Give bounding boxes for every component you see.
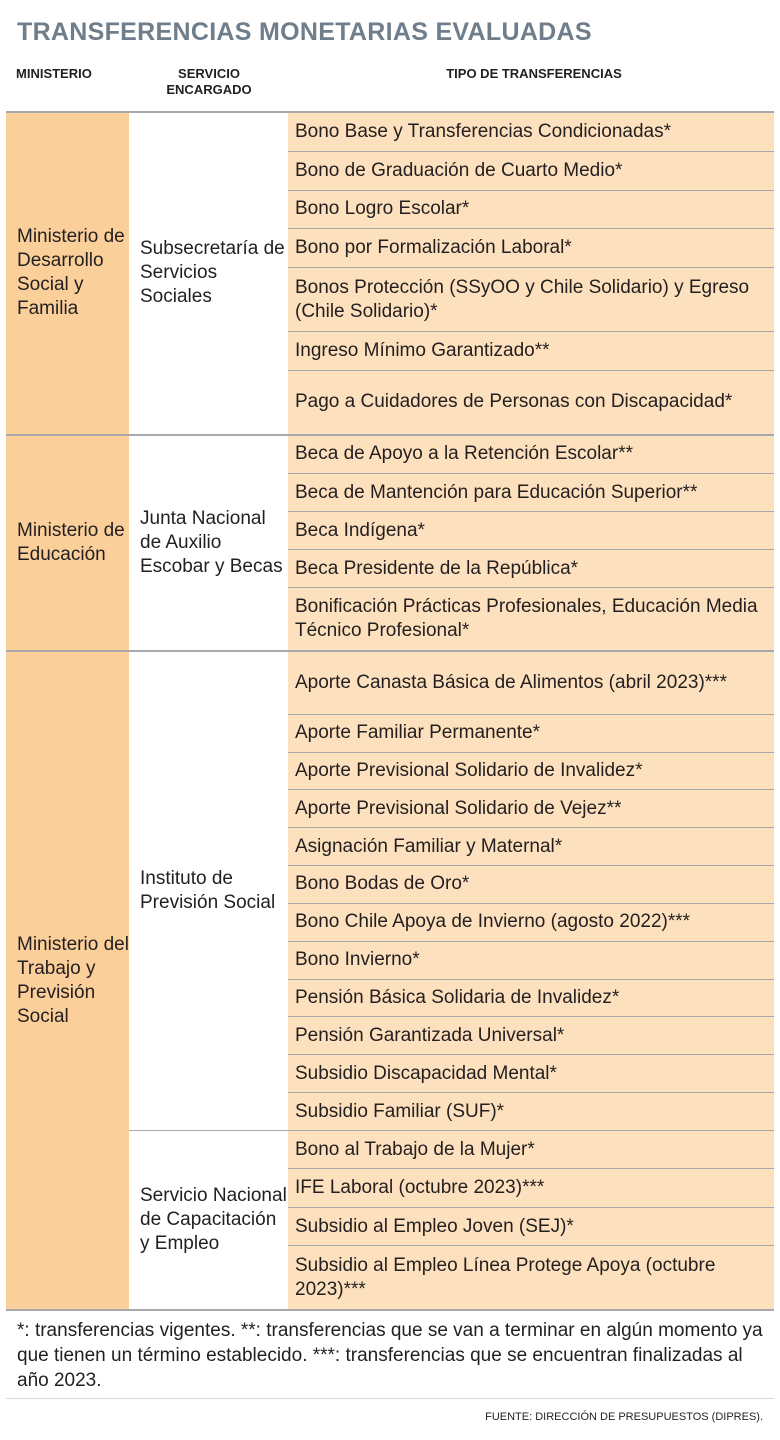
type-list <box>288 113 774 434</box>
type-row: Bono al Trabajo de la Mujer* <box>295 1138 535 1160</box>
type-row: Aporte Previsional Solidario de Vejez** <box>288 789 774 827</box>
service-list <box>129 436 774 650</box>
service-group <box>129 436 774 650</box>
ministry-cell: Ministerio del Trabajo y Previsión Social <box>6 652 129 1309</box>
transfers-table <box>6 111 774 1311</box>
page-title: TRANSFERENCIAS MONETARIAS EVALUADAS <box>17 18 592 46</box>
service-cell: Subsecretaría de Servicios Sociales <box>129 113 288 434</box>
service-cell: Junta Nacional de Auxilio Escobar y Becas <box>129 436 288 650</box>
type-row: Bonos Protección (SSyOO y Chile Solidario) y Egreso (Chile Solidario)* <box>288 267 774 331</box>
header-servicio-line1: SERVICIO <box>178 66 240 81</box>
service-list <box>129 652 774 1309</box>
type-row: Bonificación Prácticas Profesionales, Educación Media Técnico Profesional* <box>288 587 774 650</box>
header-tipo: TIPO DE TRANSFERENCIAS <box>446 66 622 81</box>
ministry-cell: Ministerio de Educación <box>6 436 129 650</box>
type-row: Subsidio al Empleo Joven (SEJ)* <box>288 1207 774 1246</box>
type-list <box>288 1131 774 1309</box>
type-row: Bono Chile Apoya de Invierno (agosto 2022)*** <box>288 903 774 941</box>
type-row: Bono Base y Transferencias Condicionadas* <box>295 120 672 142</box>
type-row: Subsidio Discapacidad Mental* <box>288 1054 774 1092</box>
ministry-group <box>6 650 774 1309</box>
type-row: Bono de Graduación de Cuarto Medio* <box>288 151 774 190</box>
type-row: Pensión Básica Solidaria de Invalidez* <box>288 979 774 1017</box>
divider <box>6 1398 774 1399</box>
source-credit: FUENTE: DIRECCIÓN DE PRESUPUESTOS (DIPRES). <box>485 1411 763 1423</box>
service-cell: Instituto de Previsión Social <box>129 652 288 1130</box>
type-list <box>288 436 774 650</box>
header-servicio <box>130 66 288 98</box>
type-row: Bono Logro Escolar* <box>288 190 774 229</box>
ministry-group <box>6 434 774 650</box>
header-servicio-line2: ENCARGADO <box>166 82 252 97</box>
ministry-cell: Ministerio de Desarrollo Social y Familia <box>6 113 129 434</box>
type-row: Aporte Canasta Básica de Alimentos (abril 2023)*** <box>295 671 727 693</box>
type-row: Pensión Garantizada Universal* <box>288 1016 774 1054</box>
service-group <box>129 652 774 1130</box>
type-row: IFE Laboral (octubre 2023)*** <box>288 1168 774 1207</box>
type-row: Pago a Cuidadores de Personas con Discapacidad* <box>288 370 774 434</box>
type-row: Aporte Previsional Solidario de Invalidez* <box>288 752 774 790</box>
ministry-group <box>6 113 774 434</box>
type-row: Beca de Mantención para Educación Superior** <box>288 473 774 511</box>
type-row: Bono por Formalización Laboral* <box>288 228 774 267</box>
type-row: Subsidio Familiar (SUF)* <box>288 1092 774 1130</box>
type-row: Ingreso Mínimo Garantizado** <box>288 331 774 370</box>
type-row: Bono Bodas de Oro* <box>288 865 774 903</box>
service-cell: Servicio Nacional de Capacitación y Empleo <box>129 1131 288 1309</box>
type-row: Subsidio al Empleo Línea Protege Apoya (octubre 2023)*** <box>288 1245 774 1309</box>
type-row: Beca Presidente de la República* <box>288 549 774 587</box>
type-row: Beca Indígena* <box>288 511 774 549</box>
type-row: Bono Invierno* <box>288 941 774 979</box>
type-row: Beca de Apoyo a la Retención Escolar** <box>295 443 633 465</box>
type-row: Aporte Familiar Permanente* <box>288 714 774 752</box>
service-group <box>129 113 774 434</box>
service-group <box>129 1130 774 1309</box>
footnote: *: transferencias vigentes. **: transferencias que se van a terminar en algún momento ya que tienen un término establecido. ***: transferencias que se encuentran finalizadas al año 2023. <box>17 1320 763 1391</box>
header-ministerio: MINISTERIO <box>16 66 92 81</box>
type-row: Asignación Familiar y Maternal* <box>288 827 774 865</box>
type-list <box>288 652 774 1130</box>
service-list <box>129 113 774 434</box>
